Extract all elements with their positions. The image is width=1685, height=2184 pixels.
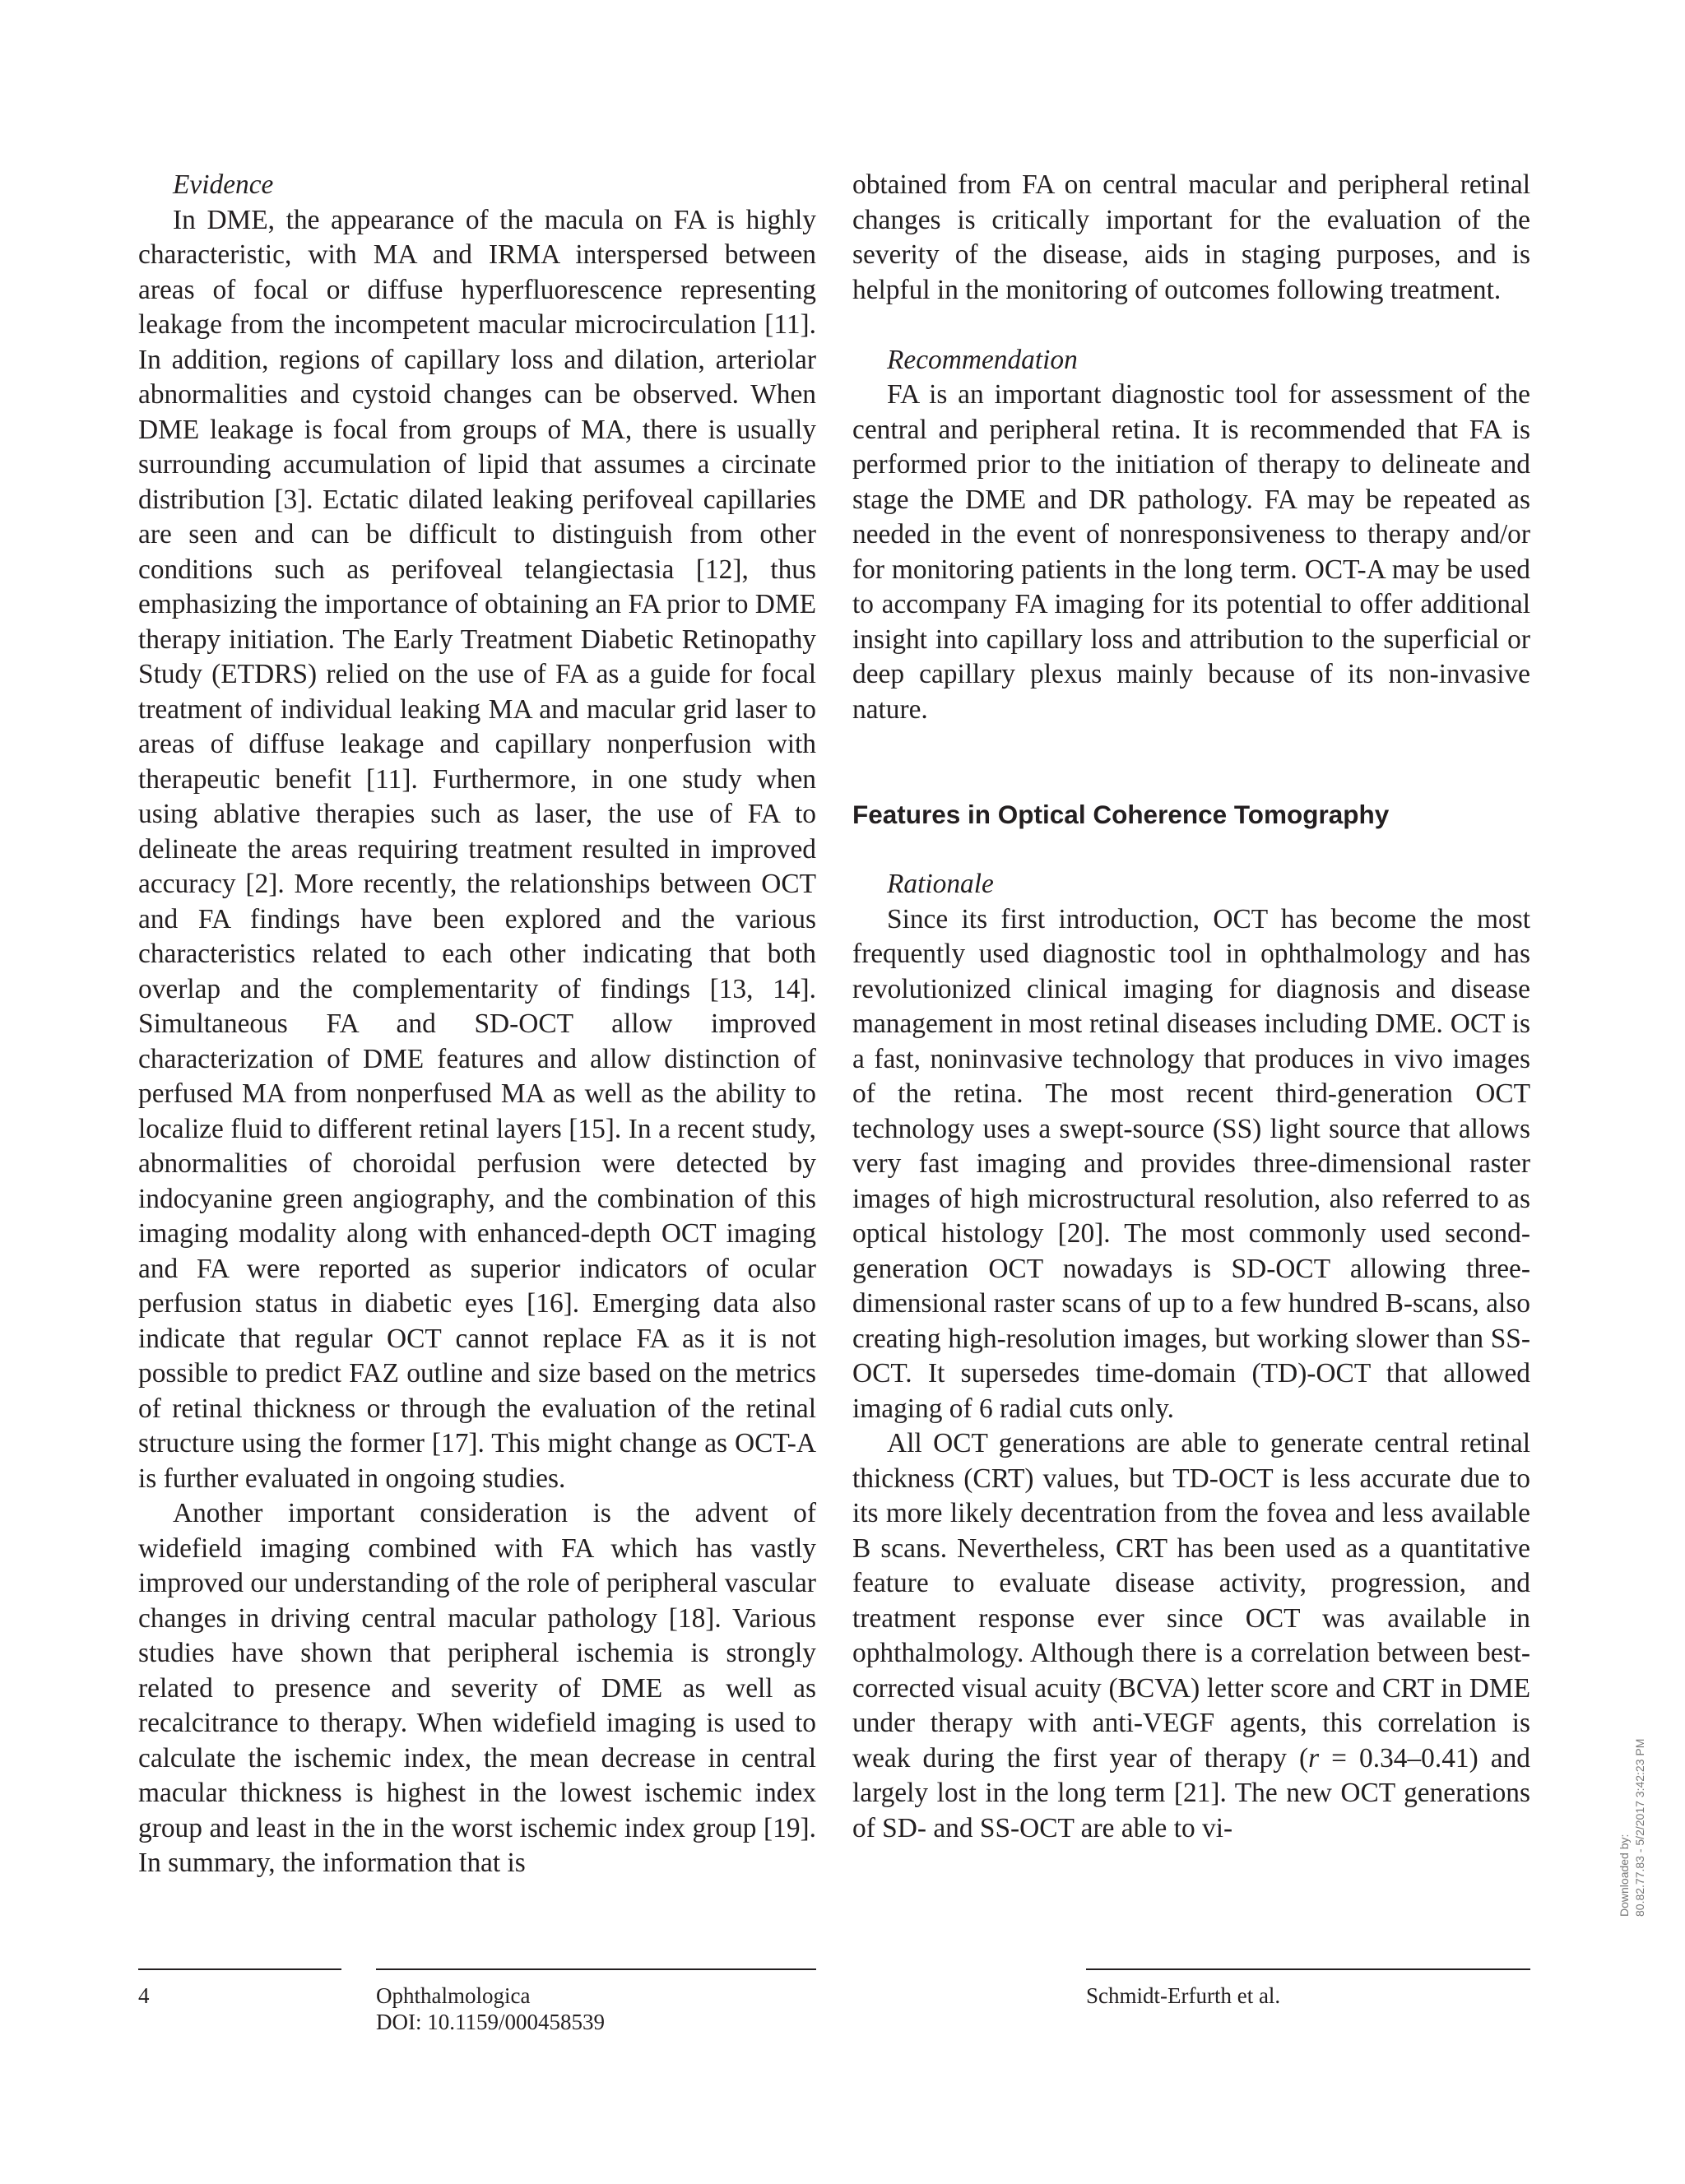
footer-rule-left	[138, 1968, 341, 1970]
spacer	[852, 832, 1530, 868]
doi: DOI: 10.1159/000458539	[376, 2010, 605, 2034]
footer-rule-middle	[376, 1968, 816, 1970]
download-stamp-line2: 80.82.77.83 - 5/2/2017 3:42:23 PM	[1633, 1738, 1646, 1917]
widefield-paragraph: Another important consideration is the advent of widefield imaging combined with FA which has vastly improved our understanding of the role of peripheral vascular changes in driving central macular pathology [18]. Various studies have shown that peripheral ischemia is strongly related to presence and severity of DME as well as recalcitrance to therapy. When widefield imaging is used to calculate the ischemic index, the mean decrease in central macular thickness is highest in the lowest ischemic index group and least in the in the worst ischemic index group [19]. In summary, the information that is	[138, 1498, 816, 1878]
evidence-paragraph: In DME, the appearance of the macula on FA is highly characteristic, with MA and IRMA interspersed between areas of focal or diffuse hyperfluorescence representing leakage from the incompetent macular microcirculation [11]. In addition, regions of capillary loss and dilation, arteriolar abnormalities and cystoid changes can be observed. When DME leakage is focal from groups of MA, there is usually surrounding accumulation of lipid that assumes a circinate distribution [3]. Ectatic dilated leaking perifoveal capillaries are seen and can be difficult to distinguish from other conditions such as perifoveal telangiectasia [12], thus emphasizing the importance of obtaining an FA prior to DME therapy initiation. The Early Treatment Diabetic Retinopathy Study (ETDRS) relied on the use of FA as a guide for focal treatment of individual leaking MA and macular grid laser to areas of diffuse leakage and capillary nonperfusion with therapeutic benefit [11]. Furthermore, in one study when using ablative therapies such as laser, the use of FA to delineate the areas requiring treatment resulted in improved accuracy [2]. More recently, the relationships between OCT and FA findings have been explored and the various characteristics related to each other indicating that both overlap and the complementarity of findings [13, 14]. Simultaneous FA and SD-OCT allow improved characterization of DME features and allow distinction of perfused MA from nonperfused MA as well as the ability to localize fluid to different retinal layers [15]. In a recent study, abnormalities of choroidal perfusion were detected by indocyanine green angiography, and the combination of this imaging modality along with enhanced-depth OCT imaging and FA were reported as superior indicators of ocular perfusion status in diabetic eyes [16]. Emerging data also indicate that regular OCT cannot replace FA as it is not possible to predict FAZ outline and size based on the metrics of retinal thickness or through the evaluation of the retinal structure using the former [17]. This might change as OCT-A is further evaluated in ongoing studies.	[138, 204, 816, 1494]
evidence-heading: Evidence	[173, 169, 274, 200]
spacer	[852, 308, 1530, 343]
footer-rule-right	[1086, 1968, 1530, 1970]
rationale-paragraph: Since its first introduction, OCT has become the most frequently used diagnostic tool in ophthalmology and has revolutionized clinical imaging for diagnosis and disease management in most retinal diseases including DME. OCT is a fast, noninvasive technology that produces in vivo images of the retina. The most recent third-generation OCT technology uses a swept-source (SS) light source that allows very fast imaging and provides three-dimensional raster images of high microstructural resolution, also referred to as optical histology [20]. The most commonly used second-generation OCT nowadays is SD-OCT allowing three-dimensional raster scans of up to a few hundred B-scans, also creating high-resolution images, but working slower than SS-OCT. It supersedes time-domain (TD)-OCT that allowed imaging of 6 radial cuts only.	[852, 903, 1530, 1424]
spacer	[852, 727, 1530, 797]
running-authors: Schmidt-Erfurth et al.	[1086, 1983, 1281, 2008]
journal-name: Ophthalmologica	[376, 1983, 531, 2008]
correlation-symbol: r	[1308, 1742, 1320, 1774]
download-stamp	[1617, 1738, 1648, 1917]
recommendation-paragraph: FA is an important diagnostic tool for assessment of the central and peripheral retina. It is recommended that FA is performed prior to the initiation of therapy to delineate and stage the DME and DR pathology. FA may be repeated as needed in the event of nonresponsiveness to therapy and/or for monitoring patients in the long term. OCT-A may be used to accompany FA imaging for its potential to offer additional insight into capillary loss and attribution to the superficial or deep capillary plexus mainly because of its non-invasive nature.	[852, 379, 1530, 725]
crt-paragraph	[852, 1426, 1530, 1846]
left-column	[138, 168, 816, 1881]
section-heading: Features in Optical Coherence Tomography	[852, 800, 1390, 829]
rationale-heading: Rationale	[887, 869, 994, 899]
crt-text-after: = 0.34–0.41) and largely lost in the long term [21]. The new OCT generations of SD- and SS-OCT are able to vi-	[852, 1742, 1530, 1843]
evidence-continuation: obtained from FA on central macular and peripheral retinal changes is critically important for the evaluation of the severity of the disease, aids in staging purposes, and is helpful in the monitoring of outcomes following treatment.	[852, 169, 1530, 305]
right-column	[852, 168, 1530, 1846]
recommendation-heading: Recommendation	[887, 344, 1078, 375]
page-number: 4	[138, 1983, 150, 2008]
crt-text-before: All OCT generations are able to generate central retinal thickness (CRT) values, but TD-OCT is less accurate due to its more likely decentration from the fovea and less available B scans. Nevertheless, CRT has been used as a quantitative feature to evaluate disease activity, progression, and treatment response ever since OCT was available in ophthalmology. Although there is a correlation between best-corrected visual acuity (BCVA) letter score and CRT in DME under therapy with anti-VEGF agents, this correlation is weak during the first year of therapy (	[852, 1428, 1530, 1774]
download-stamp-line1: Downloaded by:	[1618, 1834, 1631, 1917]
